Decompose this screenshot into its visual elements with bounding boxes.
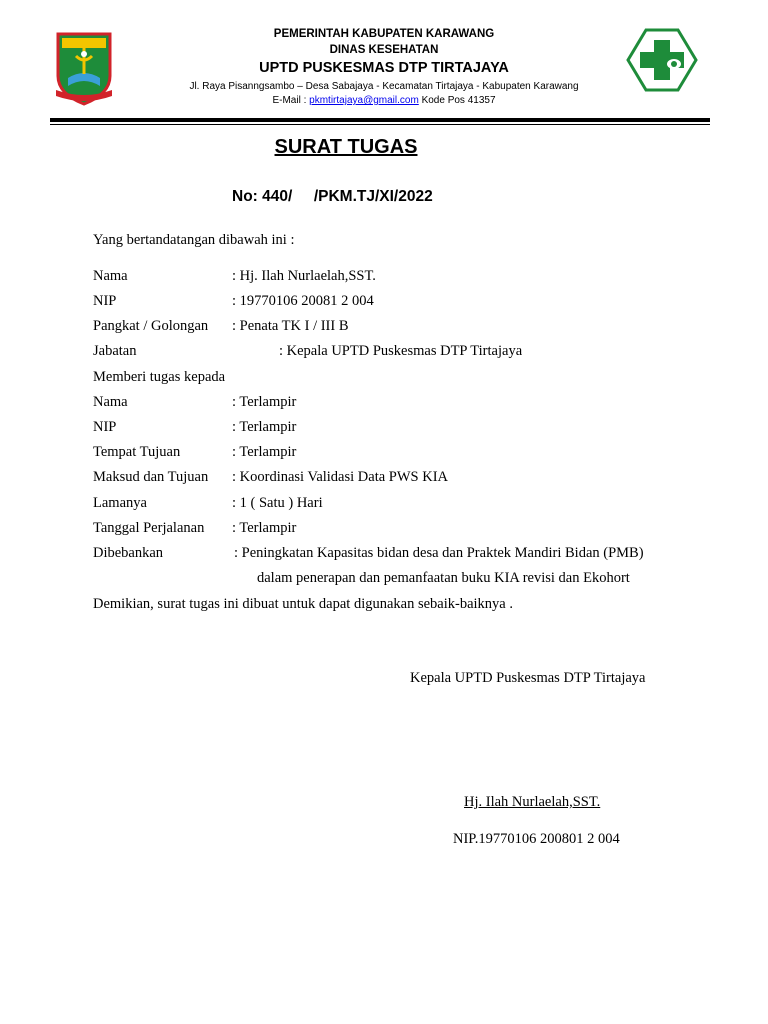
letterhead-government: PEMERINTAH KABUPATEN KARAWANG	[273, 28, 495, 40]
document-number: No: 440/ /PKM.TJ/XI/2022	[232, 188, 433, 205]
signer-rank-label: Pangkat / Golongan	[93, 318, 209, 334]
header-rule-thin	[50, 124, 710, 125]
task-date-value: : Terlampir	[232, 520, 297, 536]
signature-nip: NIP.19770106 200801 2 004	[453, 831, 620, 847]
email-label: E-Mail :	[272, 95, 307, 106]
letterhead-institution: UPTD PUSKESMAS DTP TIRTAJAYA	[259, 60, 509, 76]
letterhead-address: Jl. Raya Pisanngsambo – Desa Sabajaya - Kecamatan Tirtajaya - Kabupaten Karawang	[189, 81, 579, 92]
signer-position-value: : Kepala UPTD Puskesmas DTP Tirtajaya	[279, 343, 523, 359]
task-purpose-value: : Koordinasi Validasi Data PWS KIA	[232, 469, 448, 485]
letterhead-contact	[0, 95, 768, 106]
intro-text: Yang bertandatangan dibawah ini :	[93, 232, 295, 248]
signature-position: Kepala UPTD Puskesmas DTP Tirtajaya	[410, 670, 646, 686]
signer-nip-label: NIP	[93, 293, 117, 309]
signature-name: Hj. Ilah Nurlaelah,SST.	[464, 794, 601, 810]
signer-name-value: : Hj. Ilah Nurlaelah,SST.	[232, 268, 376, 284]
task-purpose-label: Maksud dan Tujuan	[93, 469, 209, 485]
closing-text: Demikian, surat tugas ini dibuat untuk dapat digunakan sebaik-baiknya .	[93, 596, 513, 612]
task-nip-value: : Terlampir	[232, 419, 297, 435]
task-duration-label: Lamanya	[93, 495, 147, 511]
task-destination-value: : Terlampir	[232, 444, 297, 460]
signer-position-label: Jabatan	[93, 343, 137, 359]
signer-nip-value: : 19770106 20081 2 004	[232, 293, 374, 309]
task-date-label: Tanggal Perjalanan	[93, 520, 205, 536]
document-title: SURAT TUGAS	[274, 136, 418, 158]
task-duration-value: : 1 ( Satu ) Hari	[232, 495, 323, 511]
task-nip-label: NIP	[93, 419, 117, 435]
email-link[interactable]: pkmtirtajaya@gmail.com	[309, 95, 419, 106]
task-funding-label: Dibebankan	[93, 545, 164, 561]
task-destination-label: Tempat Tujuan	[93, 444, 181, 460]
task-funding-continuation: dalam penerapan dan pemanfaatan buku KIA revisi dan Ekohort	[257, 570, 630, 586]
task-name-label: Nama	[93, 394, 128, 410]
task-name-value: : Terlampir	[232, 394, 297, 410]
signer-name-label: Nama	[93, 268, 128, 284]
postal-code: Kode Pos 41357	[421, 95, 496, 106]
signer-rank-value: : Penata TK I / III B	[232, 318, 349, 334]
letterhead-department: DINAS KESEHATAN	[329, 44, 439, 56]
header-rule-thick	[50, 118, 710, 122]
assign-intro-text: Memberi tugas kepada	[93, 369, 226, 385]
task-funding-value: : Peningkatan Kapasitas bidan desa dan Praktek Mandiri Bidan (PMB)	[234, 545, 644, 561]
